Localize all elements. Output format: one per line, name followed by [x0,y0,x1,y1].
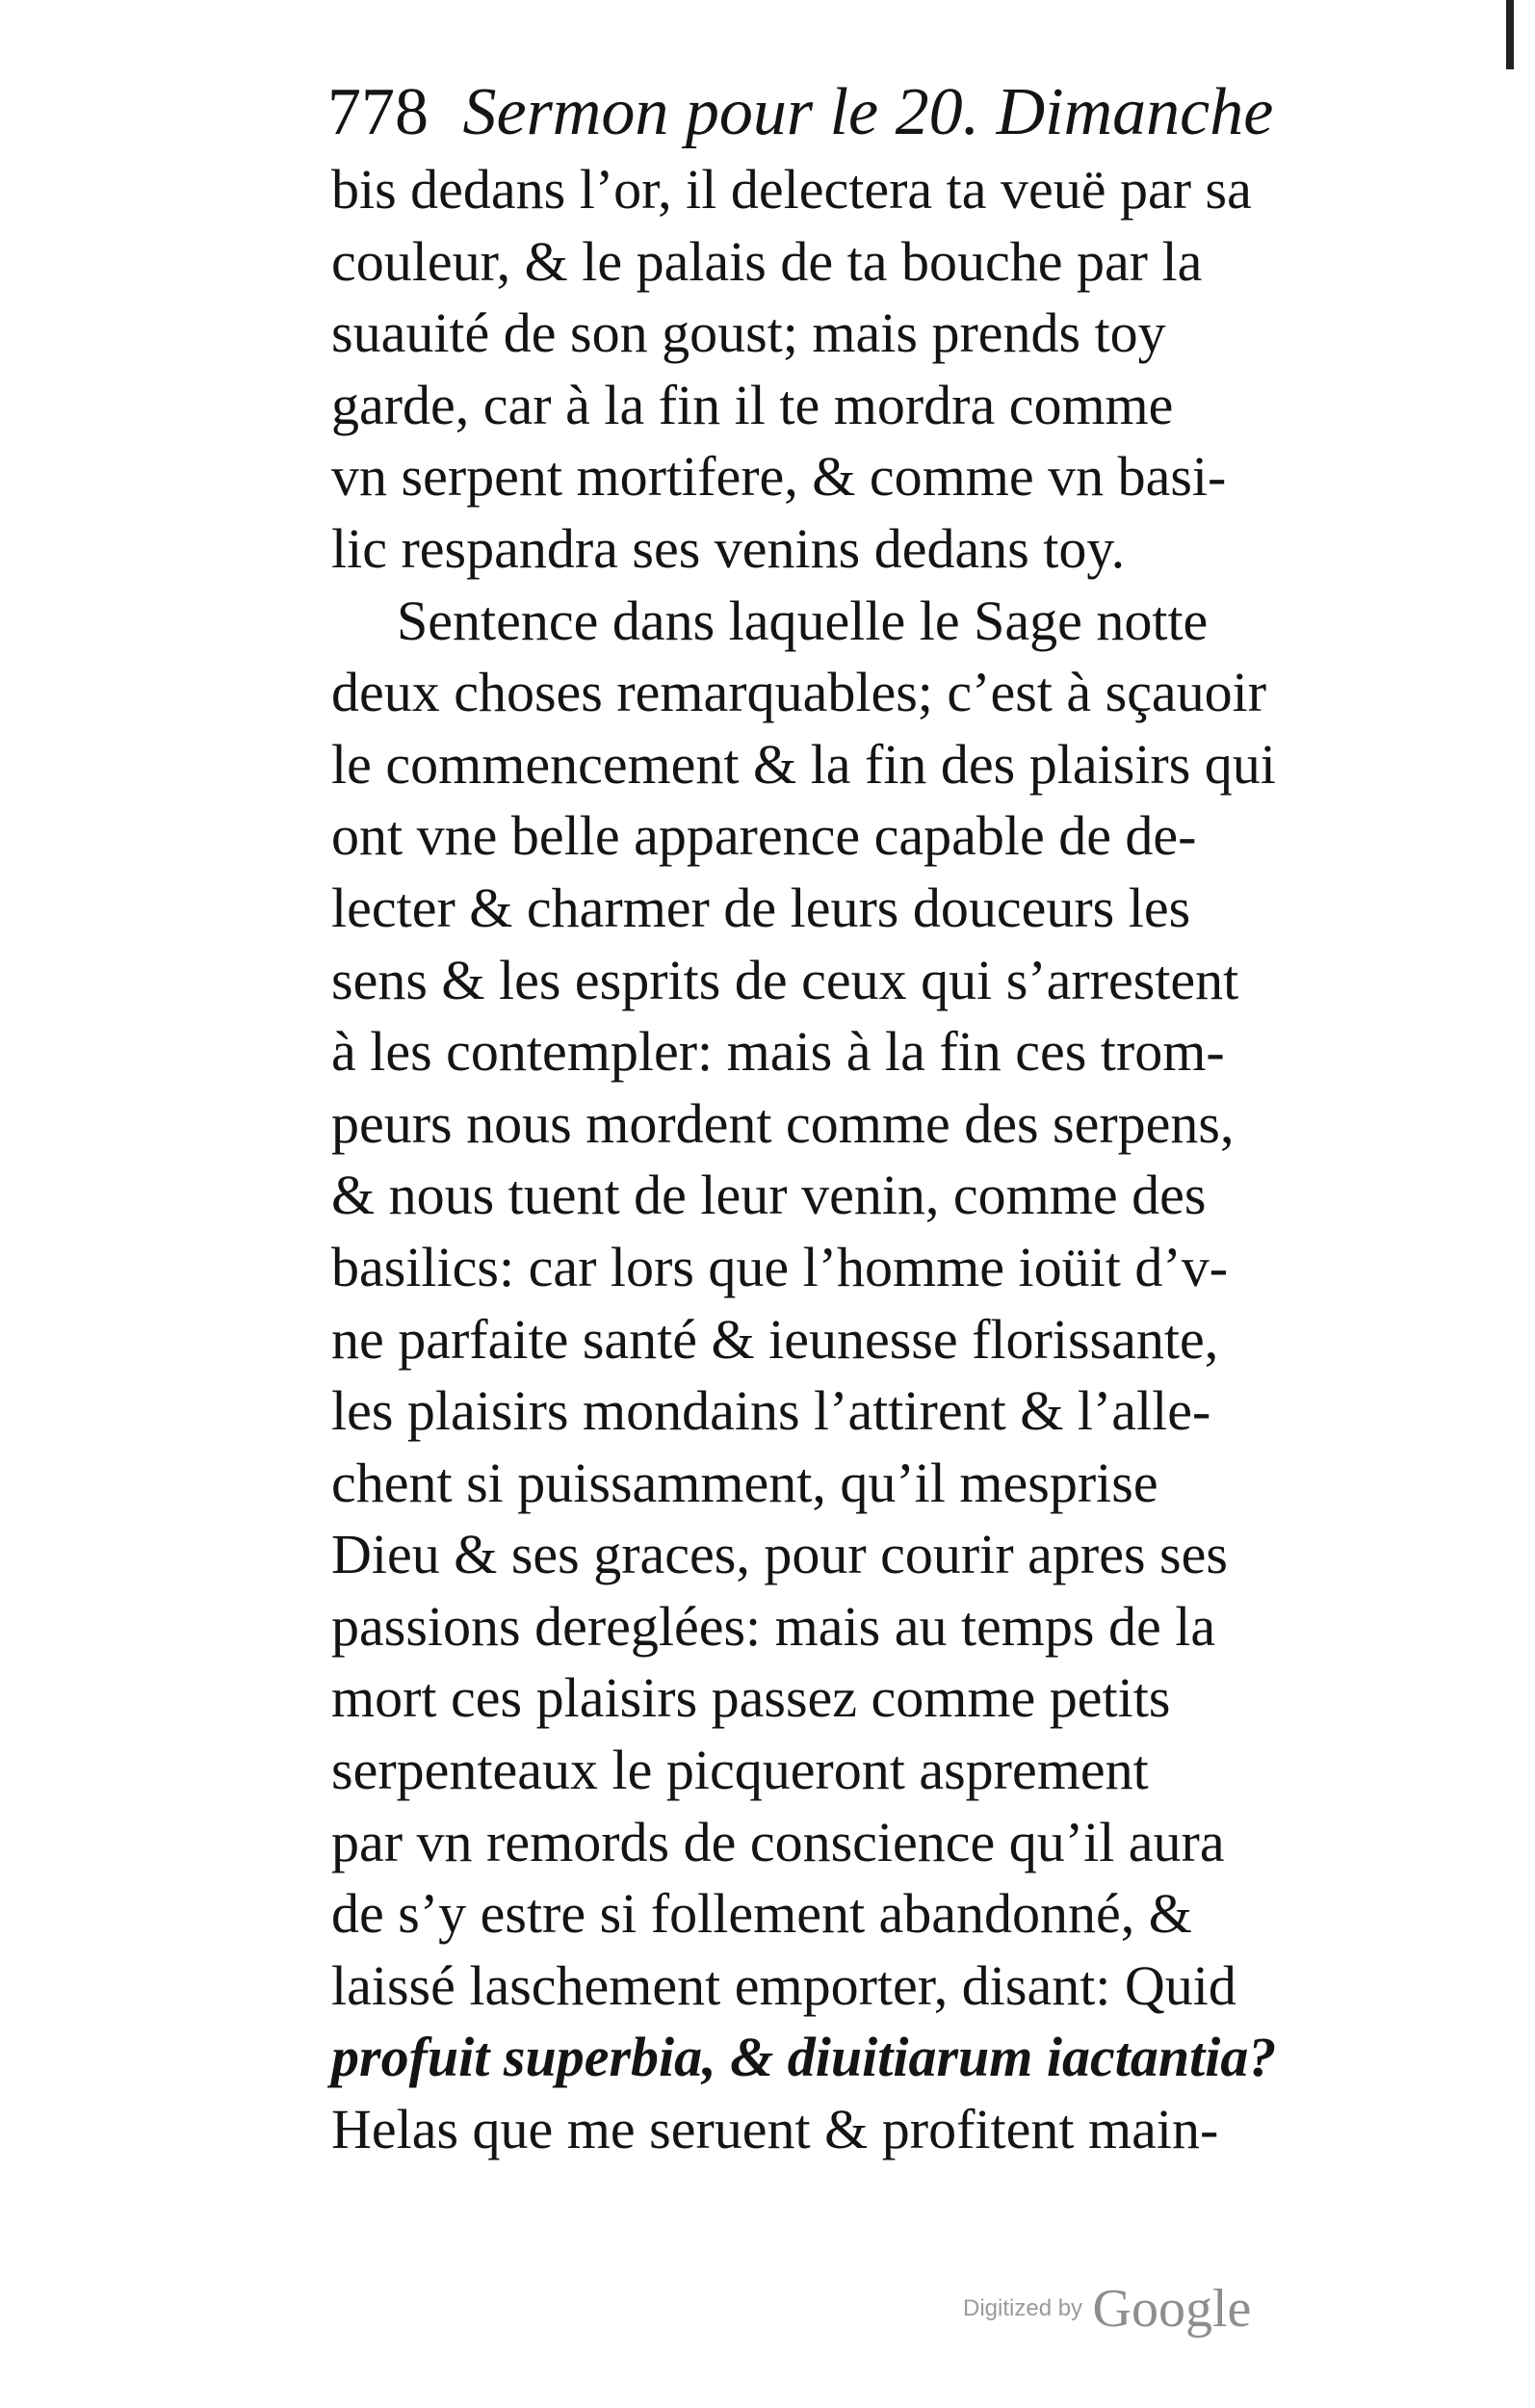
text-line: deux choses remarquables; c’est à sçauoir [331,661,1267,724]
text-line: ne parfaite santé & ieunesse florissante, [331,1307,1219,1371]
text-line: peurs nous mordent comme des serpens, [331,1091,1235,1155]
latin-quote-line: profuit superbia, & diuitiarum iactantia? [331,2026,1277,2089]
text-line: laissé laschement emporter, disant: Quid [331,1953,1236,2017]
text-line: Helas que me seruent & profitent main- [331,2098,1219,2161]
text-line: vn serpent mortifere, & comme vn basi- [331,445,1227,509]
google-logo: Google [1092,2279,1252,2339]
text-line: le commencement & la fin des plaisirs qui [331,732,1276,796]
text-line: suauité de son goust; mais prends toy [331,301,1166,365]
text-line: basilics: car lors que l’homme ioüit d’v- [331,1235,1229,1298]
text-line: les plaisirs mondains l’attirent & l’alle- [331,1379,1211,1443]
text-line: mort ces plaisirs passez comme petits [331,1666,1171,1730]
text-line: passions dereglées: mais au temps de la [331,1594,1216,1658]
margin-mark [1506,0,1514,69]
text-line: ont vne belle apparence capable de de- [331,804,1197,868]
page-header [327,60,1300,166]
text-line: lic respandra ses venins dedans toy. [331,516,1126,580]
text-line: chent si puissamment, qu’il mesprise [331,1451,1158,1514]
text-line: lecter & charmer de leurs douceurs les [331,876,1191,939]
text-line: & nous tuent de leur venin, comme des [331,1164,1207,1227]
text-line: à les contempler: mais à la fin ces trom- [331,1020,1225,1084]
text-line: Sentence dans laquelle le Sage notte [397,589,1209,652]
text-line: garde, car à la fin il te mordra comme [331,373,1174,436]
text-line: bis dedans l’or, il delectera ta veuë par sa [331,158,1252,221]
text-line: sens & les esprits de ceux qui s’arrestent [331,948,1239,1011]
text-line: par vn remords de conscience qu’il aura [331,1810,1225,1873]
digitized-watermark [963,2278,1251,2345]
page-number: 778 [327,75,429,149]
text-line: de s’y estre si follement abandonné, & [331,1882,1192,1946]
text-line: couleur, & le palais de ta bouche par la [331,229,1203,293]
body-text [331,154,1371,2166]
text-line: Dieu & ses graces, pour courir apres ses [331,1523,1228,1586]
running-title: Sermon pour le 20. Dimanche [462,75,1274,149]
text-line: serpenteaux le picqueront asprement [331,1739,1149,1802]
digitized-label: Digitized by [963,2295,1083,2321]
